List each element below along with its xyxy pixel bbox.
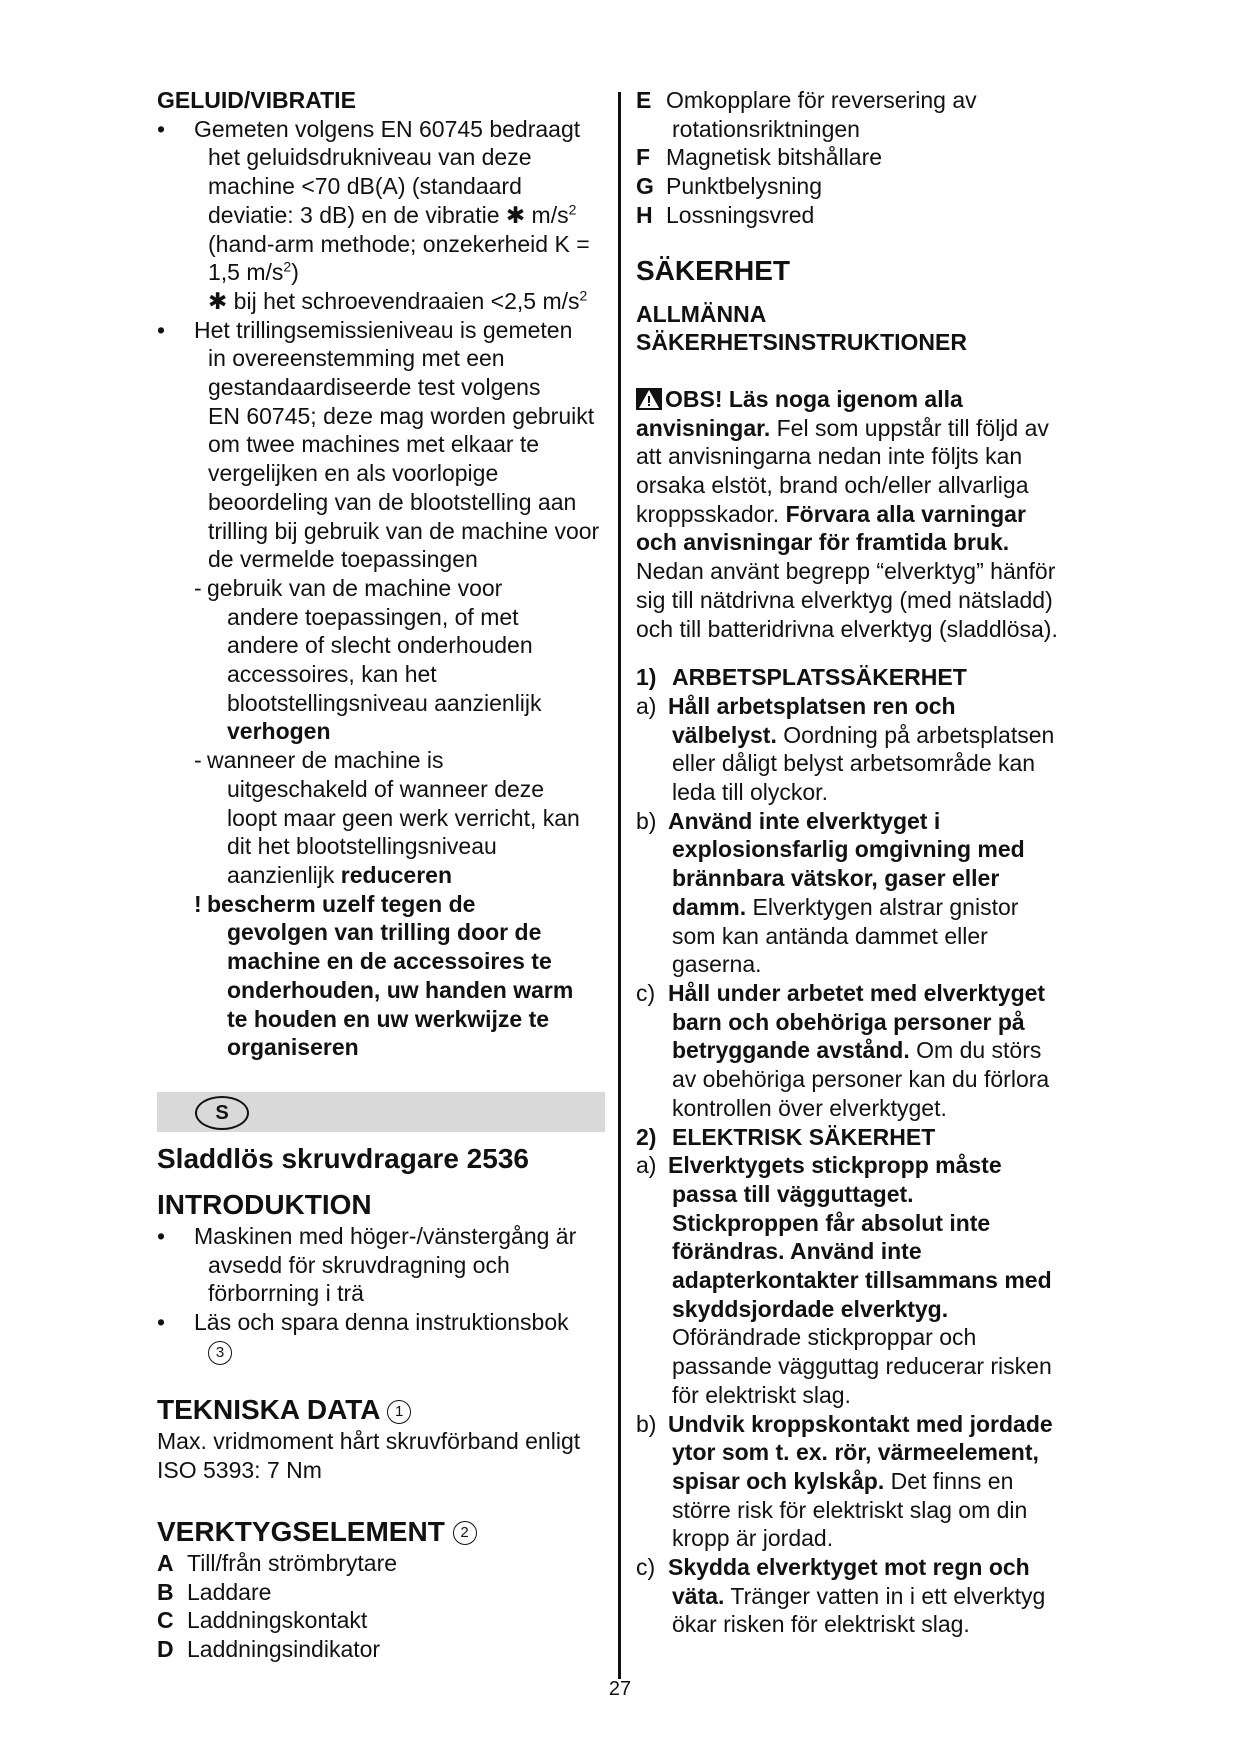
figure-ref: 3: [208, 1341, 232, 1365]
page-number: 27: [608, 1678, 632, 1700]
bullet: •: [157, 115, 166, 142]
list-item: b) Använd inte elverktyget i explosionsfarlig omgivning med brännbara vätskor, gaser eller damm. Elverktygen alstrar gnistor som kan antända dammet eller gaserna.: [636, 807, 1025, 978]
tool-item: C Laddningskontakt: [157, 1607, 368, 1634]
right-column: E Omkopplare för reversering av rotationsriktningen F Magnetisk bitshållare G Punktbelysning H Lossningsvred SÄKERHET ALLMÄNNA SÄKERHETSINSTRUKTIONER OBS! Läs noga igenom alla anvisningar. Fel som uppstår till följd av att anvisningarna nedan inte följts kan orsaka elstöt, brand och/eller allvarliga kroppsskador. Förvara alla varningar och anvisningar för framtida bruk. Nedan använt begrepp “elverktyg” hänför sig till nätdrivna elverktyg (med nätsladd) och till batteridrivna elverktyg (sladdlösa). 1) ARBETSPLATSSÄKERHET a) Håll arbetsplatsen ren och välbelyst. Oordning på arbetsplatsen eller dåligt belyst arbetsområde kan leda till olyckor. b) Använd inte elverktyget i explosionsfarlig omgivning med brännbara vätskor, gaser eller damm. Elverktygen alstrar gnistor som kan antända dammet eller gaserna. c) Håll under arbetet med elverktyget barn och obehöriga personer på betryggande avstånd. Om du störs av obehöriga personer kan du förlora kontrollen över elverktyget. 2) ELEKTRISK SÄKERHET a) Elverktygets stickpropp måste passa till vägguttaget. Stickproppen får absolut inte förändras. Använd inte adapterkontakter tillsammans med skyddsjordade elverktyg. Oförändrade stickproppar och passande vägguttag reducerar risken för elektriskt slag. b) Undvik kroppskontakt med jordade ytor som t. ex. rör, värmeelement, spisar och kylskåp. Det finns en större risk för elektriskt slag om din kropp är jordad. c) Skydda elverktyget mot regn och väta. Tränger vatten in i ett elverktyg ökar risken för elektriskt slag.: [636, 86, 1096, 1639]
column-divider: [618, 92, 621, 1679]
tool-item: F Magnetisk bitshållare: [636, 144, 883, 171]
list-item: a) Elverktygets stickpropp måste passa till vägguttaget. Stickproppen får absolut inte förändras. Använd inte adapterkontakter tillsammans med skyddsjordade elverktyg. Oförändrade stickproppar och passande vägguttag reducerar risken för elektriskt slag.: [636, 1152, 1052, 1408]
geluid-heading: GELUID/VIBRATIE: [157, 87, 356, 113]
list-item: - wanneer de machine is uitgeschakeld of wanneer deze loopt maar geen werk verricht, kan dit het blootstellingsniveau aanzienlijk reduceren: [194, 747, 580, 888]
bullet: •: [157, 316, 166, 343]
list-item: b) Undvik kroppskontakt med jordade ytor som t. ex. rör, värmeelement, spisar och kylskåp. Det finns en större risk för elektriskt slag om din kropp är jordad.: [636, 1410, 1053, 1552]
bullet: •: [157, 1309, 166, 1336]
warning-icon: [636, 388, 662, 410]
safety-heading: SÄKERHET: [636, 254, 791, 286]
list-item: - gebruik van de machine voor andere toepassingen, of met andere of slecht onderhouden accessoires, kan het blootstellingsniveau aanzienlijk verhogen: [194, 574, 542, 745]
tool-item: H Lossningsvred: [636, 201, 815, 228]
tool-item: D Laddningsindikator: [157, 1635, 381, 1662]
general-heading: ALLMÄNNA: [636, 300, 767, 327]
list-item: • Maskinen med höger-/vänstergång är avsedd för skruvdragning och förborrning i trä: [157, 1222, 577, 1307]
list-item: a) Håll arbetsplatsen ren och välbelyst. Oordning på arbetsplatsen eller dåligt belyst arbetsområde kan leda till olyckor.: [636, 692, 1055, 806]
list-item: c) Håll under arbetet med elverktyget barn och obehöriga personer på betryggande avstånd. Om du störs av obehöriga personer kan du förlora kontrollen över elverktyget.: [636, 979, 1050, 1121]
bullet: •: [157, 1222, 166, 1249]
obs-paragraph: OBS! Läs noga igenom alla anvisningar. Fel som uppstår till följd av att anvisningarna nedan inte följts kan orsaka elstöt, brand och/eller allvarliga kroppsskador. Förvara alla varningar och anvisningar för framtida bruk. Nedan använt begrepp “elverktyg” hänför sig till nätdrivna elverktyg (med nätsladd) och till batteridrivna elverktyg (sladdlösa).: [636, 385, 1058, 642]
tools-heading: VERKTYGSELEMENT 2: [157, 1515, 607, 1549]
left-column: GELUID/VIBRATIE • Gemeten volgens EN 60745 bedraagt het geluidsdrukniveau van deze machine <70 dB(A) (standaard deviatie: 3 dB) en de vibratie ✱ $m/s^2$ (hand-arm methode; onzekerheid K = 1,5 $m/s^2$) ✱ bij het schroevendraaien <2,5 $m/s^2$ • Het trillingsemissieniveau is gemeten in overeenstemming met een gestandaardiseerde test volgens EN 60745; deze mag worden gebruikt om twee machines met elkaar te vergelijken en als voorlopige beoordeling van de blootstelling aan trilling bij gebruik van de machine voor de vermelde toepassingen - gebruik van de machine voor andere toepassingen, of met andere of slecht onderhouden accessoires, kan het blootstellingsniveau aanzienlijk verhogen - wanneer de machine is uitgeschakeld of wanneer deze loopt maar geen werk verricht, kan dit het blootstellingsniveau aanzienlijk reduceren ! bescherm uzelf tegen de gevolgen van trilling door de machine en de accessoires te onderhouden, uw handen warm te houden en uw werkwijze te organiseren S Sladdlös skruvdragare 2536 INTRODUKTION • Maskinen med höger-/vänstergång är avsedd för skruvdragning och förborrning i trä • Läs och spara denna instruktionsbok 3 TEKNISKA DATA 1 Max. vridmoment hårt skruvförband enligt ISO 5393: 7 Nm VERKTYGSELEMENT 2 A Till/från strömbrytare B Laddare C Laddningskontakt D Laddningsindikator: [157, 86, 607, 1664]
tool-item: G Punktbelysning: [636, 173, 822, 200]
tool-item: B Laddare: [157, 1578, 272, 1605]
language-bar: [157, 1092, 605, 1132]
tool-item: A Till/från strömbrytare: [157, 1549, 398, 1576]
figure-ref: 1: [387, 1400, 411, 1424]
language-badge: S: [195, 1096, 249, 1130]
intro-heading: INTRODUKTION: [157, 1188, 372, 1220]
tech-heading: TEKNISKA DATA 1: [157, 1393, 607, 1427]
list-item: • Läs och spara denna instruktionsbok 3: [157, 1308, 607, 1365]
list-item: c) Skydda elverktyget mot regn och väta. Tränger vatten in i ett elverktyg ökar risken för elektriskt slag.: [636, 1554, 1046, 1638]
exclamation-icon: !: [194, 890, 202, 917]
figure-ref: 2: [453, 1521, 477, 1545]
warning-note: ! bescherm uzelf tegen de gevolgen van trilling door de machine en de accessoires te onderhouden, uw handen warm te houden en uw werkwijze te organiseren: [194, 890, 574, 1061]
tool-item: E Omkopplare för reversering av: [636, 87, 977, 113]
section-heading: 2) ELEKTRISK SÄKERHET: [636, 1123, 936, 1150]
list-item: • Gemeten volgens EN 60745 bedraagt het geluidsdrukniveau van deze machine <70 dB(A) (standaard deviatie: 3 dB) en de vibratie ✱ $m/s^2$ (hand-arm methode; onzekerheid K = 1,5 $m/s^2$) ✱ bij het schroevendraaien <2,5 $m/s^2$: [157, 115, 590, 314]
section-heading: 1) ARBETSPLATSSÄKERHET: [636, 664, 967, 691]
list-item: • Het trillingsemissieniveau is gemeten in overeenstemming met een gestandaardiseerde test volgens EN 60745; deze mag worden gebruikt om twee machines met elkaar te vergelijken en als voorlopige beoordeling van de blootstelling aan trilling bij gebruik van de machine voor de vermelde toepassingen: [157, 316, 600, 573]
model-title: Sladdlös skruvdragare 2536: [157, 1142, 529, 1174]
